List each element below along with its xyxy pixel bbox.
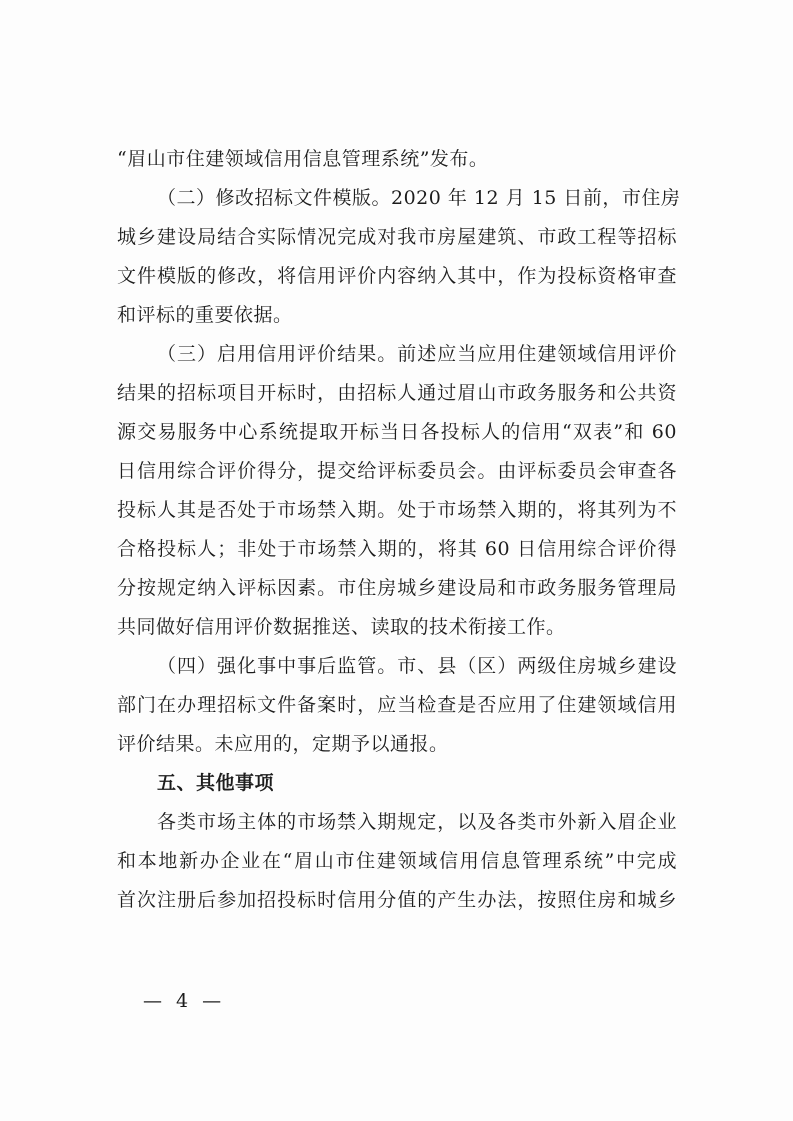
document-body xyxy=(117,140,681,920)
section-paragraph-4-start: （四）强化事中事后监管。市、县（区）两级住房城乡建设 xyxy=(157,655,677,677)
text-line: 源交易服务中心系统提取开标当日各投标人的信用“双表”和 60 xyxy=(117,421,677,443)
text-line: 城乡建设局结合实际情况完成对我市房屋建筑、市政工程等招标 xyxy=(117,226,677,248)
text-line: 日信用综合评价得分，提交给评标委员会。由评标委员会审查各 xyxy=(117,460,677,482)
text-line: 共同做好信用评价数据推送、读取的技术衔接工作。 xyxy=(117,616,566,638)
text-line: 合格投标人；非处于市场禁入期的，将其 60 日信用综合评价得 xyxy=(117,538,677,560)
section-heading-5: 五、其他事项 xyxy=(157,772,275,794)
section-paragraph-3-start: （三）启用信用评价结果。前述应当应用住建领域信用评价 xyxy=(157,343,677,365)
page-number: — 4 — xyxy=(143,990,226,1012)
text-line: 评价结果。未应用的，定期予以通报。 xyxy=(117,733,449,755)
text-line: 投标人其是否处于市场禁入期。处于市场禁入期的，将其列为不 xyxy=(117,499,677,521)
text-line: “眉山市住建领域信用信息管理系统”发布。 xyxy=(117,148,489,170)
section-paragraph-2-start: （二）修改招标文件模版。2020 年 12 月 15 日前，市住房 xyxy=(157,187,681,209)
text-line: 部门在办理招标文件备案时，应当检查是否应用了住建领域信用 xyxy=(117,694,677,716)
text-line: 分按规定纳入评标因素。市住房城乡建设局和市政务服务管理局 xyxy=(117,577,677,599)
text-line: 和本地新办企业在“眉山市住建领域信用信息管理系统”中完成 xyxy=(117,850,677,872)
text-line: 和评标的重要依据。 xyxy=(117,304,293,326)
text-line: 结果的招标项目开标时，由招标人通过眉山市政务服务和公共资 xyxy=(117,382,677,404)
section-paragraph-5-start: 各类市场主体的市场禁入期规定，以及各类市外新入眉企业 xyxy=(157,811,677,833)
text-line: 首次注册后参加招投标时信用分值的产生办法，按照住房和城乡 xyxy=(117,889,677,911)
text-line: 文件模版的修改，将信用评价内容纳入其中，作为投标资格审查 xyxy=(117,265,677,287)
